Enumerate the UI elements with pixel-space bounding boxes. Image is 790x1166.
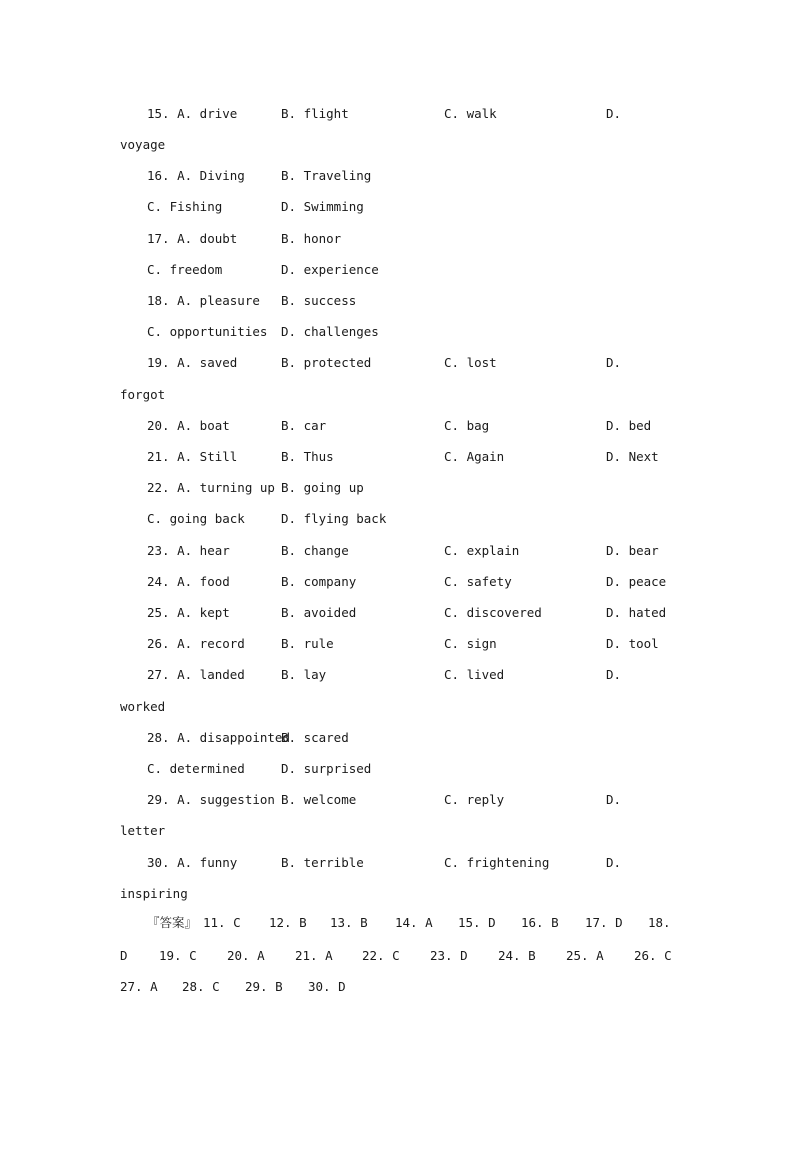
answer-12: 12. B <box>269 915 307 930</box>
q27-option-a: 27. A. landed <box>147 667 245 682</box>
q25-option-d: D. hated <box>606 605 667 620</box>
question-15 <box>0 104 790 124</box>
q15-option-b: B. flight <box>281 106 349 121</box>
question-21 <box>0 447 790 467</box>
question-29-wrap <box>0 821 790 841</box>
q18-option-b: B. success <box>281 293 357 308</box>
question-22-row2 <box>0 509 790 529</box>
answer-25: 25. A <box>566 948 604 963</box>
q29-option-c: C. reply <box>444 792 505 807</box>
q25-option-a: 25. A. kept <box>147 605 230 620</box>
q16-option-b: B. Traveling <box>281 168 372 183</box>
q21-option-a: 21. A. Still <box>147 449 238 464</box>
question-22 <box>0 478 790 498</box>
q23-option-c: C. explain <box>444 543 520 558</box>
answer-27: 27. A <box>120 979 158 994</box>
answer-28: 28. C <box>182 979 220 994</box>
answer-key-label: 『答案』 <box>147 915 198 930</box>
q27-option-c: C. lived <box>444 667 505 682</box>
q27-option-b: B. lay <box>281 667 327 682</box>
q20-option-a: 20. A. boat <box>147 418 230 433</box>
question-30-wrap <box>0 884 790 904</box>
question-15-wrap <box>0 135 790 155</box>
q29-option-a: 29. A. suggestion <box>147 792 275 807</box>
q26-option-d: D. tool <box>606 636 659 651</box>
q29-option-d-text: letter <box>120 823 166 838</box>
q15-option-c: C. walk <box>444 106 497 121</box>
question-20 <box>0 416 790 436</box>
q25-option-c: C. discovered <box>444 605 542 620</box>
question-27 <box>0 665 790 685</box>
q15-option-d: D. <box>606 106 622 121</box>
q18-option-d: D. challenges <box>281 324 379 339</box>
q19-option-b: B. protected <box>281 355 372 370</box>
answer-15: 15. D <box>458 915 496 930</box>
q17-option-a: 17. A. doubt <box>147 231 238 246</box>
answer-17: 17. D <box>585 915 623 930</box>
answer-21: 21. A <box>295 948 333 963</box>
q21-option-c: C. Again <box>444 449 505 464</box>
q16-option-a: 16. A. Diving <box>147 168 245 183</box>
answer-19: 19. C <box>159 948 197 963</box>
q28-option-d: D. surprised <box>281 761 372 776</box>
answer-24: 24. B <box>498 948 536 963</box>
answer-26: 26. C <box>634 948 672 963</box>
q28-option-a: 28. A. disappointed <box>147 730 290 745</box>
question-16 <box>0 166 790 186</box>
q26-option-a: 26. A. record <box>147 636 245 651</box>
answer-22: 22. C <box>362 948 400 963</box>
q30-option-d-text: inspiring <box>120 886 188 901</box>
question-25 <box>0 603 790 623</box>
q23-option-a: 23. A. hear <box>147 543 230 558</box>
answer-16: 16. B <box>521 915 559 930</box>
q19-option-c: C. lost <box>444 355 497 370</box>
q23-option-d: D. bear <box>606 543 659 558</box>
question-18 <box>0 291 790 311</box>
question-29 <box>0 790 790 810</box>
question-24 <box>0 572 790 592</box>
q23-option-b: B. change <box>281 543 349 558</box>
q17-option-c: C. freedom <box>147 262 223 277</box>
q17-option-b: B. honor <box>281 231 342 246</box>
question-17 <box>0 229 790 249</box>
q27-option-d: D. <box>606 667 622 682</box>
q30-option-c: C. frightening <box>444 855 550 870</box>
q15-option-d-text: voyage <box>120 137 166 152</box>
q19-option-d-text: forgot <box>120 387 166 402</box>
question-28-row2 <box>0 759 790 779</box>
question-19 <box>0 353 790 373</box>
q16-option-c: C. Fishing <box>147 199 223 214</box>
q22-option-c: C. going back <box>147 511 245 526</box>
answer-18-letter: D <box>120 948 128 963</box>
q19-option-d: D. <box>606 355 622 370</box>
q27-option-d-text: worked <box>120 699 166 714</box>
answer-14: 14. A <box>395 915 433 930</box>
question-19-wrap <box>0 385 790 405</box>
q24-option-d: D. peace <box>606 574 667 589</box>
q25-option-b: B. avoided <box>281 605 357 620</box>
q29-option-b: B. welcome <box>281 792 357 807</box>
q16-option-d: D. Swimming <box>281 199 364 214</box>
q22-option-b: B. going up <box>281 480 364 495</box>
q30-option-b: B. terrible <box>281 855 364 870</box>
q21-option-b: B. Thus <box>281 449 334 464</box>
question-30 <box>0 853 790 873</box>
q30-option-d: D. <box>606 855 622 870</box>
q20-option-d: D. bed <box>606 418 652 433</box>
answer-20: 20. A <box>227 948 265 963</box>
q28-option-c: C. determined <box>147 761 245 776</box>
q29-option-d: D. <box>606 792 622 807</box>
question-23 <box>0 541 790 561</box>
answer-30: 30. D <box>308 979 346 994</box>
answer-23: 23. D <box>430 948 468 963</box>
question-27-wrap <box>0 697 790 717</box>
answer-13: 13. B <box>330 915 368 930</box>
q20-option-b: B. car <box>281 418 327 433</box>
answer-key-line-2 <box>0 946 790 966</box>
q24-option-b: B. company <box>281 574 357 589</box>
answer-key-line-3 <box>0 977 790 997</box>
q22-option-a: 22. A. turning up <box>147 480 275 495</box>
answer-29: 29. B <box>245 979 283 994</box>
q24-option-a: 24. A. food <box>147 574 230 589</box>
question-18-row2 <box>0 322 790 342</box>
q20-option-c: C. bag <box>444 418 490 433</box>
q18-option-c: C. opportunities <box>147 324 268 339</box>
q28-option-b: B. scared <box>281 730 349 745</box>
q22-option-d: D. flying back <box>281 511 387 526</box>
q24-option-c: C. safety <box>444 574 512 589</box>
q19-option-a: 19. A. saved <box>147 355 238 370</box>
q21-option-d: D. Next <box>606 449 659 464</box>
answer-key-line-1 <box>0 913 790 933</box>
q26-option-c: C. sign <box>444 636 497 651</box>
question-17-row2 <box>0 260 790 280</box>
q15-option-a: 15. A. drive <box>147 106 238 121</box>
answer-11: 11. C <box>203 915 241 930</box>
q30-option-a: 30. A. funny <box>147 855 238 870</box>
question-28 <box>0 728 790 748</box>
question-16-row2 <box>0 197 790 217</box>
q17-option-d: D. experience <box>281 262 379 277</box>
q18-option-a: 18. A. pleasure <box>147 293 260 308</box>
q26-option-b: B. rule <box>281 636 334 651</box>
answer-18-number: 18. <box>648 915 671 930</box>
question-26 <box>0 634 790 654</box>
